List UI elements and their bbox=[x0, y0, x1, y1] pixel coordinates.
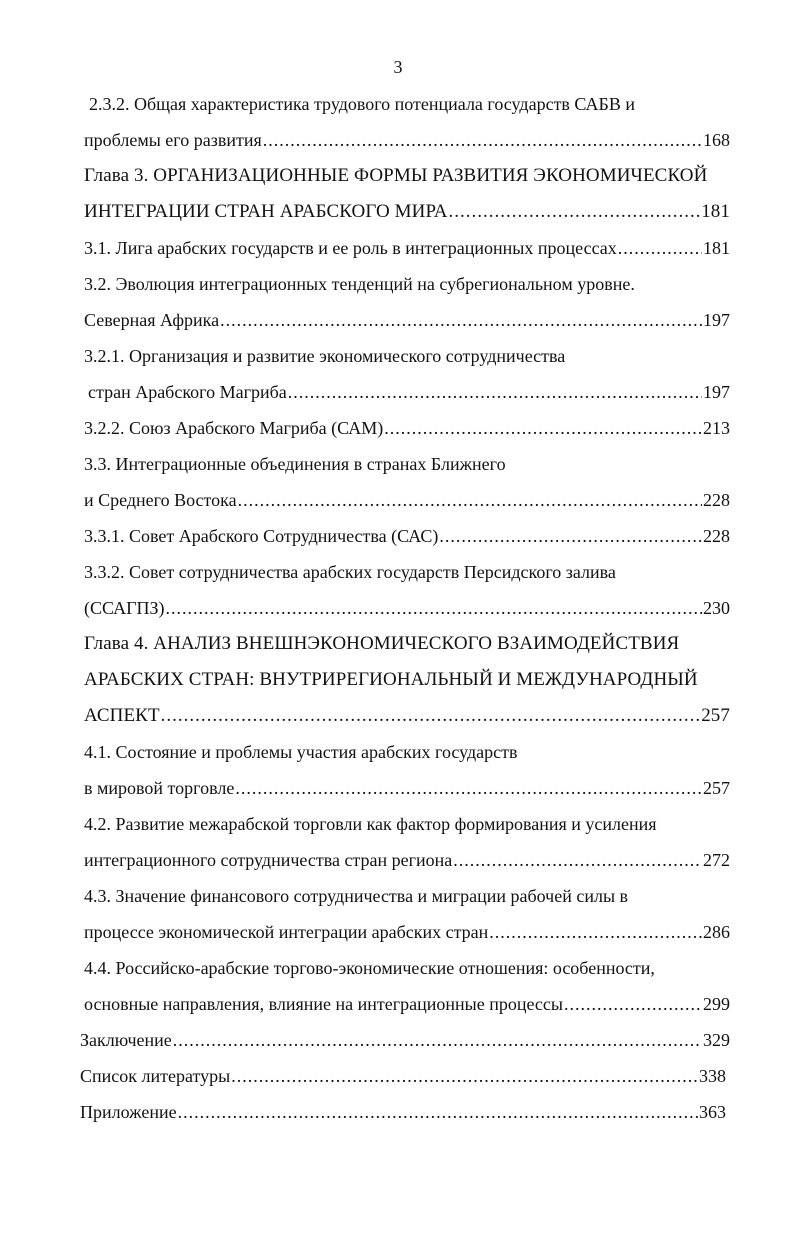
toc-line-3-3-2: 3.3.2. Совет сотрудничества арабских государств Персидского залива bbox=[84, 562, 616, 582]
toc-entry-page: 363 bbox=[699, 1102, 726, 1122]
toc-entry-label: основные направления, влияние на интеграционные процессы bbox=[84, 994, 563, 1014]
toc-entry-label: 3.1. Лига арабских государств и ее роль в интеграционных процессах bbox=[84, 238, 617, 258]
toc-entry-page: 272 bbox=[703, 850, 730, 870]
toc-leader bbox=[489, 914, 702, 950]
toc-leader bbox=[235, 770, 702, 806]
toc-leader bbox=[173, 1022, 702, 1058]
toc-entry-page: 197 bbox=[703, 310, 730, 330]
toc-chapter-4-title: Глава 4. АНАЛИЗ ВНЕШНЭКОНОМИЧЕСКОГО ВЗАИМОДЕЙСТВИЯ bbox=[84, 633, 680, 654]
toc-entry-page: 228 bbox=[703, 526, 730, 546]
toc-leader bbox=[384, 410, 702, 446]
toc-entry-label: 3.2.2. Союз Арабского Магриба (САМ) bbox=[84, 418, 384, 438]
toc-entry-3-2-end bbox=[84, 302, 730, 338]
toc-entry-page: 299 bbox=[703, 994, 730, 1014]
toc-entry-4-3-end bbox=[84, 914, 730, 950]
toc-leader bbox=[618, 230, 702, 266]
toc-entry-page: 168 bbox=[703, 130, 730, 150]
toc-entry-label: Северная Африка bbox=[84, 310, 220, 330]
toc-entry-label: Приложение bbox=[80, 1102, 177, 1122]
toc-line-4-4: 4.4. Российско-арабские торгово-экономические отношения: особенности, bbox=[84, 958, 655, 978]
toc-line-4-2: 4.2. Развитие межарабской торговли как фактор формирования и усиления bbox=[84, 814, 657, 834]
page-number: 3 bbox=[393, 57, 403, 77]
toc-entry-page: 257 bbox=[701, 705, 730, 726]
toc-leader bbox=[288, 374, 702, 410]
toc-entry-label: 3.3.1. Совет Арабского Сотрудничества (САС) bbox=[84, 526, 439, 546]
toc-entry-3-3-1 bbox=[84, 518, 730, 554]
toc-entry-4-4-end bbox=[84, 986, 730, 1022]
toc-chapter-4-title-cont: АРАБСКИХ СТРАН: ВНУТРИРЕГИОНАЛЬНЫЙ И МЕЖДУНАРОДНЫЙ bbox=[84, 669, 698, 690]
toc-entry-page: 228 bbox=[703, 490, 730, 510]
toc-line-2-3-2: 2.3.2. Общая характеристика трудового потенциала государств САБВ и bbox=[89, 94, 636, 114]
toc-entry-3-3-end bbox=[84, 482, 730, 518]
toc-entry-label: ИНТЕГРАЦИИ СТРАН АРАБСКОГО МИРА bbox=[84, 201, 448, 222]
toc-entry-page: 230 bbox=[703, 598, 730, 618]
toc-entry-label: в мировой торговле bbox=[84, 778, 235, 798]
toc-line-3-2-1: 3.2.1. Организация и развитие экономического сотрудничества bbox=[84, 346, 566, 366]
toc-entry-2-3-2-end bbox=[84, 122, 730, 158]
toc-entry-label: интеграционного сотрудничества стран региона bbox=[84, 850, 453, 870]
toc-entry-label: проблемы его развития bbox=[84, 130, 262, 150]
toc-leader bbox=[263, 122, 702, 158]
toc-entry-3-1 bbox=[84, 230, 730, 266]
toc-entry-bibliography bbox=[80, 1058, 726, 1094]
toc-entry-page: 338 bbox=[699, 1066, 726, 1086]
toc-entry-page: 286 bbox=[703, 922, 730, 942]
toc-line-3-3: 3.3. Интеграционные объединения в странах Ближнего bbox=[84, 454, 506, 474]
toc-entry-label: процессе экономической интеграции арабских стран bbox=[84, 922, 489, 942]
toc-leader bbox=[231, 1058, 698, 1094]
toc-entry-appendix bbox=[80, 1094, 726, 1130]
toc-leader bbox=[161, 698, 701, 734]
toc-entry-label: АСПЕКТ bbox=[84, 705, 160, 726]
toc-leader bbox=[220, 302, 702, 338]
toc-leader bbox=[439, 518, 702, 554]
toc-entry-page: 197 bbox=[703, 382, 730, 402]
toc-entry-page: 181 bbox=[703, 238, 730, 258]
toc-entry-page: 213 bbox=[703, 418, 730, 438]
toc-entry-3-3-2-end bbox=[84, 590, 730, 626]
toc-leader bbox=[166, 590, 702, 626]
toc-chapter-4-end bbox=[84, 698, 730, 734]
toc-entry-label: и Среднего Востока bbox=[84, 490, 237, 510]
toc-entry-label: (ССАГПЗ) bbox=[84, 598, 165, 618]
toc-entry-label: Заключение bbox=[80, 1030, 172, 1050]
toc-leader bbox=[449, 194, 701, 230]
toc-entry-conclusion bbox=[80, 1022, 730, 1058]
toc-leader bbox=[238, 482, 702, 518]
toc-entry-label: стран Арабского Магриба bbox=[88, 382, 287, 402]
toc-line-3-2: 3.2. Эволюция интеграционных тенденций на субрегиональном уровне. bbox=[84, 274, 635, 294]
toc-entry-page: 329 bbox=[703, 1030, 730, 1050]
toc-entry-label: Список литературы bbox=[80, 1066, 231, 1086]
toc-leader bbox=[453, 842, 702, 878]
toc-entry-4-2-end bbox=[84, 842, 730, 878]
toc-entry-3-2-1-end bbox=[88, 374, 730, 410]
toc-leader bbox=[564, 986, 702, 1022]
toc-line-4-3: 4.3. Значение финансового сотрудничества и миграции рабочей силы в bbox=[84, 886, 629, 906]
toc-chapter-3-end bbox=[84, 194, 730, 230]
toc-line-4-1: 4.1. Состояние и проблемы участия арабских государств bbox=[84, 742, 518, 762]
toc-chapter-3-title: Глава 3. ОРГАНИЗАЦИОННЫЕ ФОРМЫ РАЗВИТИЯ ЭКОНОМИЧЕСКОЙ bbox=[84, 165, 708, 186]
toc-entry-4-1-end bbox=[84, 770, 730, 806]
toc-leader bbox=[178, 1094, 698, 1130]
toc-entry-3-2-2 bbox=[84, 410, 730, 446]
toc-entry-page: 181 bbox=[701, 201, 730, 222]
toc-entry-page: 257 bbox=[703, 778, 730, 798]
